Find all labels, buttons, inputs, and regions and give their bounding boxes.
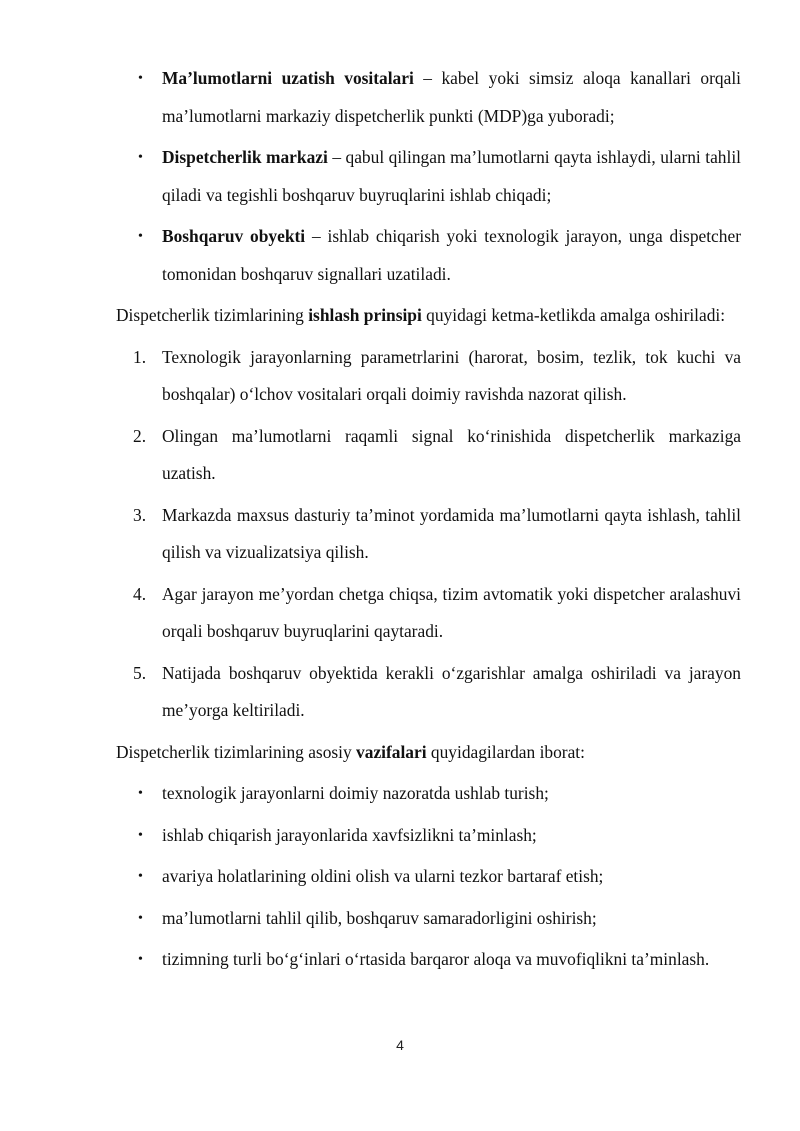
- paragraph-text: Dispetcherlik tizimlarining: [116, 305, 309, 325]
- list-item: [116, 900, 741, 938]
- paragraph-text: quyidagi ketma-ketlikda amalga oshiriladi:: [421, 305, 726, 325]
- list-item: [116, 418, 741, 493]
- step-text: Agar jarayon me’yordan chetga chiqsa, tizim avtomatik yoki dispetcher aralashuvi orqali boshqaruv buyruqlarini qaytaradi.: [162, 583, 741, 641]
- paragraph-bold: ishlash prinsipi: [308, 305, 422, 325]
- term-bold: Dispetcherlik markazi: [162, 147, 328, 167]
- list-item: [116, 60, 741, 135]
- task-text: texnologik jarayonlarni doimiy nazoratda ushlab turish;: [162, 783, 549, 803]
- step-text: Natijada boshqaruv obyektida kerakli o‘zgarishlar amalga oshiriladi va jarayon me’yorga keltiriladi.: [162, 662, 741, 720]
- term-bold: Ma’lumotlarni uzatish vositalari: [162, 68, 414, 88]
- list-item: [116, 576, 741, 651]
- list-item: [116, 655, 741, 730]
- paragraph-text: quyidagilardan iborat:: [426, 741, 585, 762]
- task-text: ma’lumotlarni tahlil qilib, boshqaruv samaradorligini oshirish;: [162, 907, 597, 928]
- principle-paragraph: [116, 297, 741, 335]
- list-item: [116, 139, 741, 214]
- step-number: 4.: [133, 583, 147, 604]
- paragraph-bold: vazifalari: [356, 741, 427, 762]
- bullet-icon: •: [138, 229, 143, 244]
- bullet-icon: •: [138, 869, 143, 884]
- list-item: [116, 497, 741, 572]
- term-bold: Boshqaruv obyekti: [162, 226, 306, 246]
- tasks-list: [116, 775, 741, 979]
- list-item: [116, 339, 741, 414]
- bullet-icon: •: [138, 786, 143, 801]
- list-item: [116, 775, 741, 813]
- list-item: [116, 858, 741, 896]
- components-list: [116, 60, 741, 293]
- task-text: tizimning turli bo‘g‘inlari o‘rtasida barqaror aloqa va muvofiqlikni ta’minlash.: [162, 949, 710, 969]
- paragraph-text: Dispetcherlik tizimlarining asosiy: [116, 741, 357, 762]
- bullet-icon: •: [138, 71, 143, 86]
- tasks-paragraph: [116, 734, 741, 772]
- step-number: 5.: [133, 662, 147, 683]
- bullet-icon: •: [138, 952, 143, 967]
- task-text: ishlab chiqarish jarayonlarida xavfsizlikni ta’minlash;: [162, 824, 537, 845]
- steps-list: [116, 339, 741, 730]
- bullet-icon: •: [138, 910, 143, 926]
- document-page: [116, 60, 741, 983]
- page-number: 4: [396, 1037, 404, 1053]
- step-number: 1.: [133, 346, 147, 367]
- bullet-icon: •: [138, 827, 143, 843]
- step-number: 2.: [133, 425, 147, 446]
- step-text: Markazda maxsus dasturiy ta’minot yordamida ma’lumotlarni qayta ishlash, tahlil qilish va vizualizatsiya qilish.: [162, 504, 741, 562]
- task-text: avariya holatlarining oldini olish va ularni tezkor bartaraf etish;: [162, 866, 604, 886]
- list-item: [116, 817, 741, 855]
- step-text: Olingan ma’lumotlarni raqamli signal ko‘rinishida dispetcherlik markaziga uzatish.: [162, 425, 741, 483]
- bullet-icon: •: [138, 150, 143, 165]
- term-description: – kabel yoki simsiz aloqa kanallari orqali ma’lumotlarni markaziy dispetcherlik punkti (MDP)ga yuboradi;: [162, 68, 741, 126]
- list-item: [116, 941, 741, 979]
- term-description: – ishlab chiqarish yoki texnologik jarayon, unga dispetcher tomonidan boshqaruv signallari uzatiladi.: [162, 226, 741, 284]
- step-number: 3.: [133, 504, 147, 525]
- list-item: [116, 218, 741, 293]
- step-text: Texnologik jarayonlarning parametrlarini (harorat, bosim, tezlik, tok kuchi va boshqalar) o‘lchov vositalari orqali doimiy ravishda nazorat qilish.: [162, 346, 741, 404]
- term-description: – qabul qilingan ma’lumotlarni qayta ishlaydi, ularni tahlil qiladi va tegishli boshqaruv buyruqlarini ishlab chiqadi;: [162, 147, 741, 205]
